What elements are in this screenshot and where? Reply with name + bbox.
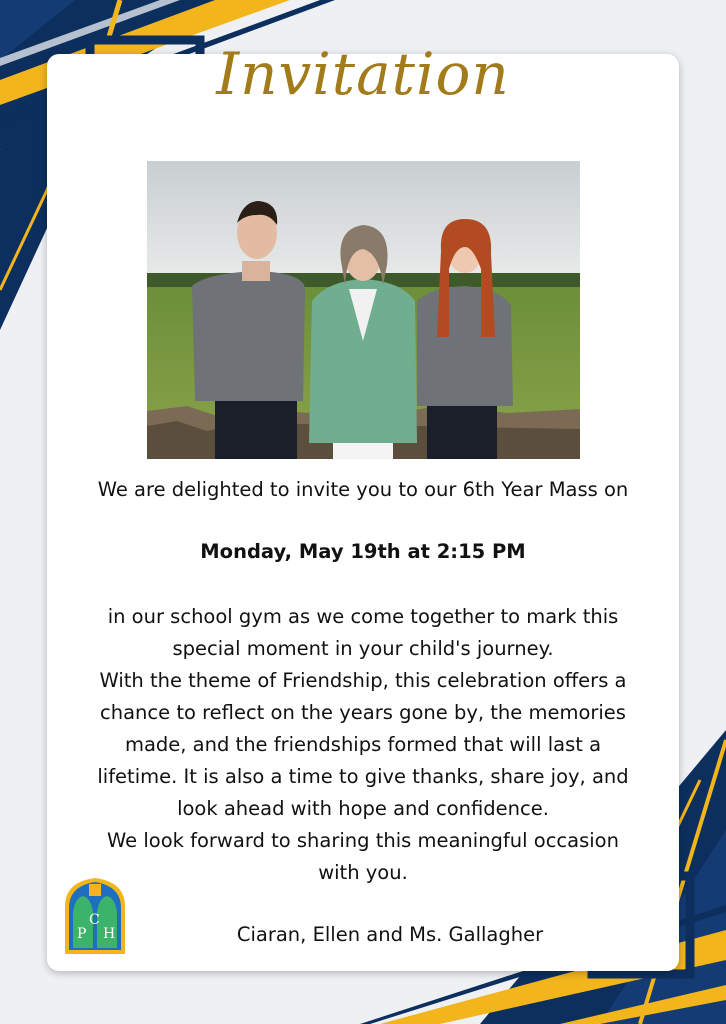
paragraph-line: chance to reflect on the years gone by, the memories xyxy=(100,701,626,724)
crest-letter-c: C xyxy=(89,912,100,928)
invitation-paragraph xyxy=(50,601,676,889)
invitation-title: Invitation xyxy=(216,40,510,108)
paragraph-line: with you. xyxy=(318,861,408,884)
paragraph-line: in our school gym as we come together to mark this xyxy=(107,605,619,628)
paragraph-line: special moment in your child's journey. xyxy=(172,637,554,660)
paragraph-line: We look forward to sharing this meaningful occasion xyxy=(107,829,619,852)
intro-text: We are delighted to invite you to our 6th Year Mass on xyxy=(97,478,629,501)
crest-letter-h: H xyxy=(103,926,116,942)
signature-text: Ciaran, Ellen and Ms. Gallagher xyxy=(236,923,544,946)
paragraph-line: made, and the friendships formed that will last a xyxy=(124,733,602,756)
group-photo xyxy=(147,161,580,459)
event-datetime: Monday, May 19th at 2:15 PM xyxy=(200,540,526,563)
crest-letter-p: P xyxy=(77,926,87,942)
school-crest-logo xyxy=(63,876,127,956)
paragraph-line: look ahead with hope and confidence. xyxy=(177,797,549,820)
paragraph-line: With the theme of Friendship, this celebration offers a xyxy=(99,669,627,692)
paragraph-line: lifetime. It is also a time to give thanks, share joy, and xyxy=(97,765,629,788)
